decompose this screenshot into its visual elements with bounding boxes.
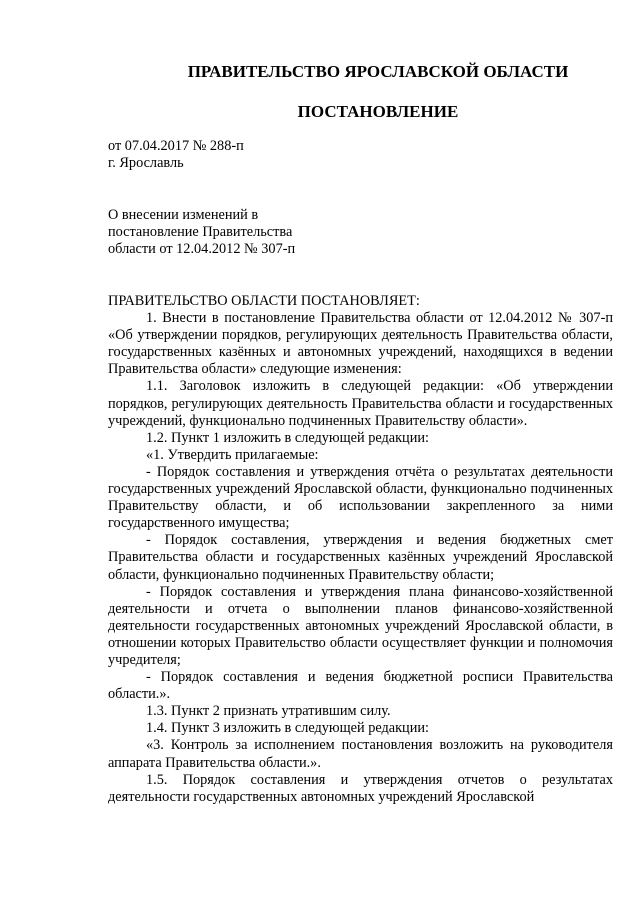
body-paragraph: 1.4. Пункт 3 изложить в следующей редакции: <box>146 720 429 737</box>
body-paragraph: 1.5. Порядок составления и утверждения отчетов о результатах деятельности государственных автономных учреждений Ярославской <box>108 771 613 805</box>
body-paragraph: 1. Внести в постановление Правительства области от 12.04.2012 № 307-п «Об утверждении порядков, регулирующих деятельность Правительства области, государственных казённых и автономных учреждений, находящихся в ведении Правительства области» следующие изменения: <box>108 310 613 378</box>
body-paragraph: «1. Утвердить прилагаемые: <box>146 446 319 463</box>
body-paragraph: - Порядок составления и утверждения отчёта о результатах деятельности государственных учреждений Ярославской области, функционально подчиненных Правительству области, и об использовании закрепленного за ними государственного имущества; <box>108 463 613 532</box>
body-paragraph: 1.1. Заголовок изложить в следующей редакции: «Об утверждении порядков, регулирующих деятельность Правительства области и государственных учреждений, функционально подчиненных Правительству области». <box>108 378 613 429</box>
resolution-preamble: ПРАВИТЕЛЬСТВО ОБЛАСТИ ПОСТАНОВЛЯЕТ: <box>108 293 420 309</box>
body-paragraph: - Порядок составления и утверждения плана финансово-хозяйственной деятельности и отчета о выполнении планов финансово-хозяйственной деятельности государственных автономных учреждений Ярославской области, в отношении которых Правительство области осуществляет функции и полномочия учредителя; <box>108 583 613 668</box>
body-paragraph: - Порядок составления и ведения бюджетной росписи Правительства области.». <box>108 669 613 703</box>
document-city: г. Ярославль <box>108 155 184 171</box>
document-date-number: от 07.04.2017 № 288-п <box>108 138 244 154</box>
organization-title: ПРАВИТЕЛЬСТВО ЯРОСЛАВСКОЙ ОБЛАСТИ <box>187 62 569 81</box>
body-paragraph: 1.3. Пункт 2 признать утратившим силу. <box>146 703 391 720</box>
body-paragraph: «3. Контроль за исполнением постановления возложить на руководителя аппарата Правительства области.». <box>108 737 613 771</box>
body-paragraph: - Порядок составления, утверждения и ведения бюджетных смет Правительства области и государственных казённых учреждений Ярославской области, функционально подчиненных Правительству области; <box>108 532 613 583</box>
subject-line: О внесении изменений в <box>108 207 259 223</box>
body-paragraph: 1.2. Пункт 1 изложить в следующей редакции: <box>146 429 429 446</box>
document-type-title: ПОСТАНОВЛЕНИЕ <box>297 102 459 121</box>
subject-line: области от 12.04.2012 № 307-п <box>108 241 296 257</box>
document-subject <box>108 207 368 258</box>
document-body <box>108 293 613 806</box>
subject-line: постановление Правительства <box>108 224 293 240</box>
